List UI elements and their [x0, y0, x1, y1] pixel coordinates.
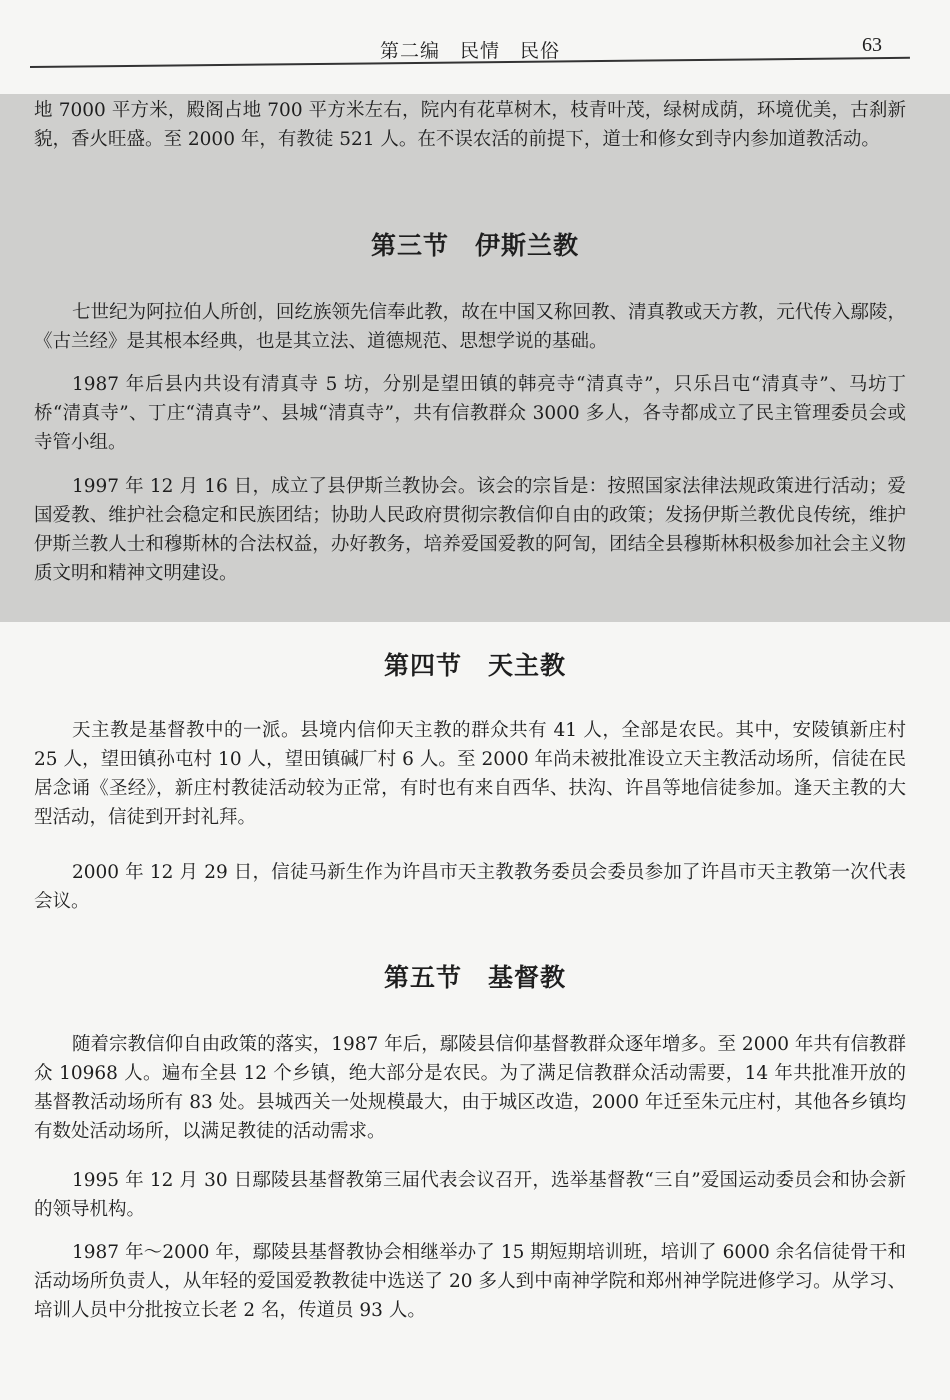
page-number: 63 — [862, 34, 882, 56]
paragraph: 1987 年～2000 年，鄢陵县基督教协会相继举办了 15 期短期培训班，培训了 6000 余名信徒骨干和活动场所负责人，从年轻的爱国爱教教徒中选送了 20 多人到中南神学院和郑州神学院进修学习。从学习、培训人员中分批按立长老 2 名，传道员 93 人。 — [34, 1242, 906, 1321]
section-title-catholicism: 第四节 天主教 — [383, 651, 566, 680]
intro-paragraph: 地 7000 平方米，殿阁占地 700 平方米左右，院内有花草树木，枝青叶茂，绿树成荫，环境优美，古刹新貌，香火旺盛。至 2000 年，有教徒 521 人。在不误农活的前提下，道士和修女到寺内参加道教活动。 — [34, 100, 906, 150]
paragraph: 1987 年后县内共设有清真寺 5 坊，分别是望田镇的韩亮寺“清真寺”，只乐吕屯“清真寺”、马坊丁桥“清真寺”、丁庄“清真寺”、县城“清真寺”，共有信教群众 3000 多人，各寺都成立了民主管理委员会或寺管小组。 — [34, 374, 906, 453]
section-title-christianity: 第五节 基督教 — [383, 963, 566, 992]
paragraph: 1997 年 12 月 16 日，成立了县伊斯兰教协会。该会的宗旨是：按照国家法律法规政策进行活动；爱国爱教、维护社会稳定和民族团结；协助人民政府贯彻宗教信仰自由的政策；发扬伊斯兰教优良传统，维护伊斯兰教人士和穆斯林的合法权益，办好教务，培养爱国爱教的阿訇，团结全县穆斯林积极参加社会主义物质文明和精神文明建设。 — [34, 476, 906, 584]
running-title: 第二编 民情 民俗 — [379, 40, 560, 62]
paragraph: 1995 年 12 月 30 日鄢陵县基督教第三届代表会议召开，选举基督教“三自”爱国运动委员会和协会新的领导机构。 — [34, 1170, 906, 1220]
paragraph: 随着宗教信仰自由政策的落实，1987 年后，鄢陵县信仰基督教群众逐年增多。至 2000 年共有信教群众 10968 人。遍布全县 12 个乡镇，绝大部分是农民。为了满足信教群众活动需要，14 年共批准开放的基督教活动场所有 83 处。县城西关一处规模最大，由于城区改造，2000 年迁至朱元庄村，其他各乡镇均有数处活动场所，以满足教徒的活动需求。 — [34, 1034, 906, 1142]
paragraph: 七世纪为阿拉伯人所创，回纥族领先信奉此教，故在中国又称回教、清真教或天方教，元代传入鄢陵，《古兰经》是其根本经典，也是其立法、道德规范、思想学说的基础。 — [34, 302, 906, 352]
paragraph: 天主教是基督教中的一派。县境内信仰天主教的群众共有 41 人，全部是农民。其中，安陵镇新庄村 25 人，望田镇孙屯村 10 人，望田镇碱厂村 6 人。至 2000 年尚未被批准设立天主教活动场所，信徒在民居念诵《圣经》，新庄村教徒活动较为正常，有时也有来自西华、扶沟、许昌等地信徒参加。逢天主教的大型活动，信徒到开封礼拜。 — [34, 720, 906, 828]
running-header — [30, 32, 910, 68]
paragraph: 2000 年 12 月 29 日，信徒马新生作为许昌市天主教教务委员会委员参加了许昌市天主教第一次代表会议。 — [34, 862, 906, 912]
section-title-islam: 第三节 伊斯兰教 — [370, 231, 579, 260]
